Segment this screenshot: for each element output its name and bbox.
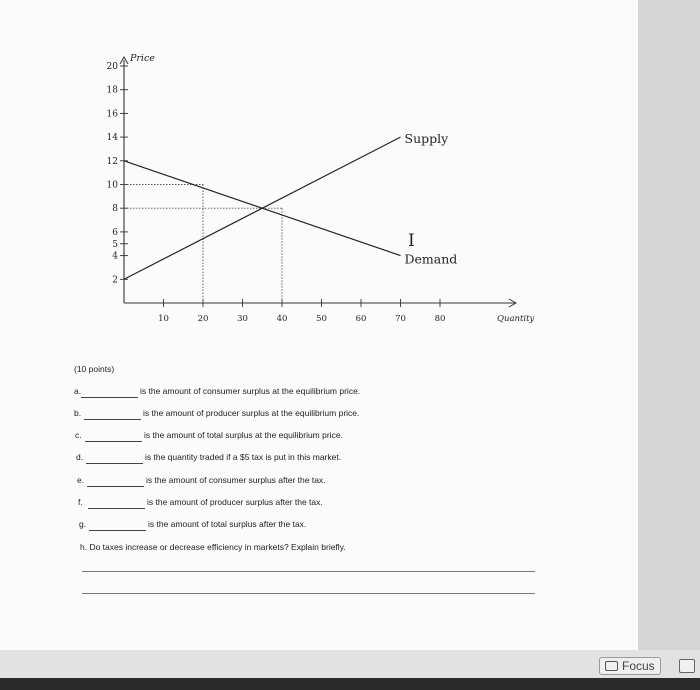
y-tick-label: 4 — [112, 251, 118, 262]
x-axis-label: Quantity — [497, 314, 535, 324]
y-tick-label: 10 — [106, 180, 118, 191]
focus-button[interactable] — [599, 657, 661, 675]
y-tick-label: 8 — [112, 204, 118, 215]
question-letter-e: e. — [77, 475, 85, 485]
answer-blank-f[interactable] — [88, 508, 145, 509]
answer-blank-a[interactable] — [81, 397, 138, 398]
points-label: (10 points) — [74, 364, 115, 374]
question-text-f: is the amount of producer surplus after the tax. — [147, 497, 323, 507]
x-tick-label: 30 — [237, 314, 248, 324]
answer-blank-e[interactable] — [87, 486, 144, 487]
supply-label: Supply — [404, 131, 449, 147]
question-text-g: is the amount of total surplus after the tax. — [148, 519, 307, 529]
demand-line — [124, 161, 401, 256]
question-letter-c: c. — [75, 430, 82, 440]
x-tick-label: 40 — [276, 314, 288, 324]
y-axis-label: Price — [130, 53, 155, 64]
x-tick-label: 60 — [355, 314, 367, 324]
y-tick-label: 20 — [106, 62, 118, 72]
x-tick-label: 10 — [158, 314, 169, 324]
x-tick-label: 20 — [197, 314, 209, 324]
question-h: h. Do taxes increase or decrease efficiency in markets? Explain briefly. — [80, 542, 346, 552]
answer-blank-d[interactable] — [86, 463, 143, 464]
y-tick-label: 14 — [106, 133, 118, 144]
focus-label: Focus — [622, 659, 655, 673]
question-text-c: is the amount of total surplus at the equilibrium price. — [144, 430, 343, 440]
y-tick-label: 18 — [106, 85, 118, 96]
answer-line-1[interactable] — [82, 571, 535, 572]
focus-icon — [605, 661, 618, 671]
question-letter-d: d. — [76, 452, 84, 462]
chart-labels — [107, 53, 535, 324]
y-tick-label: 12 — [106, 156, 118, 167]
y-tick-label: 6 — [112, 227, 118, 238]
answer-blank-g[interactable] — [89, 530, 146, 531]
demand-label: Demand — [404, 251, 458, 267]
question-letter-f: f. — [78, 497, 83, 507]
y-tick-label: 5 — [112, 239, 118, 250]
question-text-d: is the quantity traded if a $5 tax is put in this market. — [145, 452, 342, 462]
text-cursor-icon: I — [408, 231, 415, 251]
answer-blank-c[interactable] — [85, 441, 142, 442]
answer-blank-b[interactable] — [84, 419, 141, 420]
answer-line-2[interactable] — [82, 593, 535, 594]
question-text-a: is the amount of consumer surplus at the equilibrium price. — [140, 386, 361, 396]
y-tick-label: 16 — [106, 109, 118, 120]
chart-axes — [120, 57, 516, 307]
question-letter-g: g. — [79, 519, 87, 529]
question-letter-a: a. — [74, 386, 82, 396]
view-icon[interactable] — [679, 659, 695, 673]
y-tick-label: 2 — [112, 275, 118, 286]
question-letter-b: b. — [74, 408, 82, 418]
question-text-b: is the amount of producer surplus at the equilibrium price. — [143, 408, 360, 418]
chart-guides — [124, 185, 282, 304]
question-text-e: is the amount of consumer surplus after the tax. — [146, 475, 326, 485]
x-tick-label: 50 — [316, 314, 327, 324]
chart-lines — [124, 137, 401, 279]
x-tick-label: 80 — [434, 314, 446, 324]
x-tick-label: 70 — [395, 314, 406, 324]
